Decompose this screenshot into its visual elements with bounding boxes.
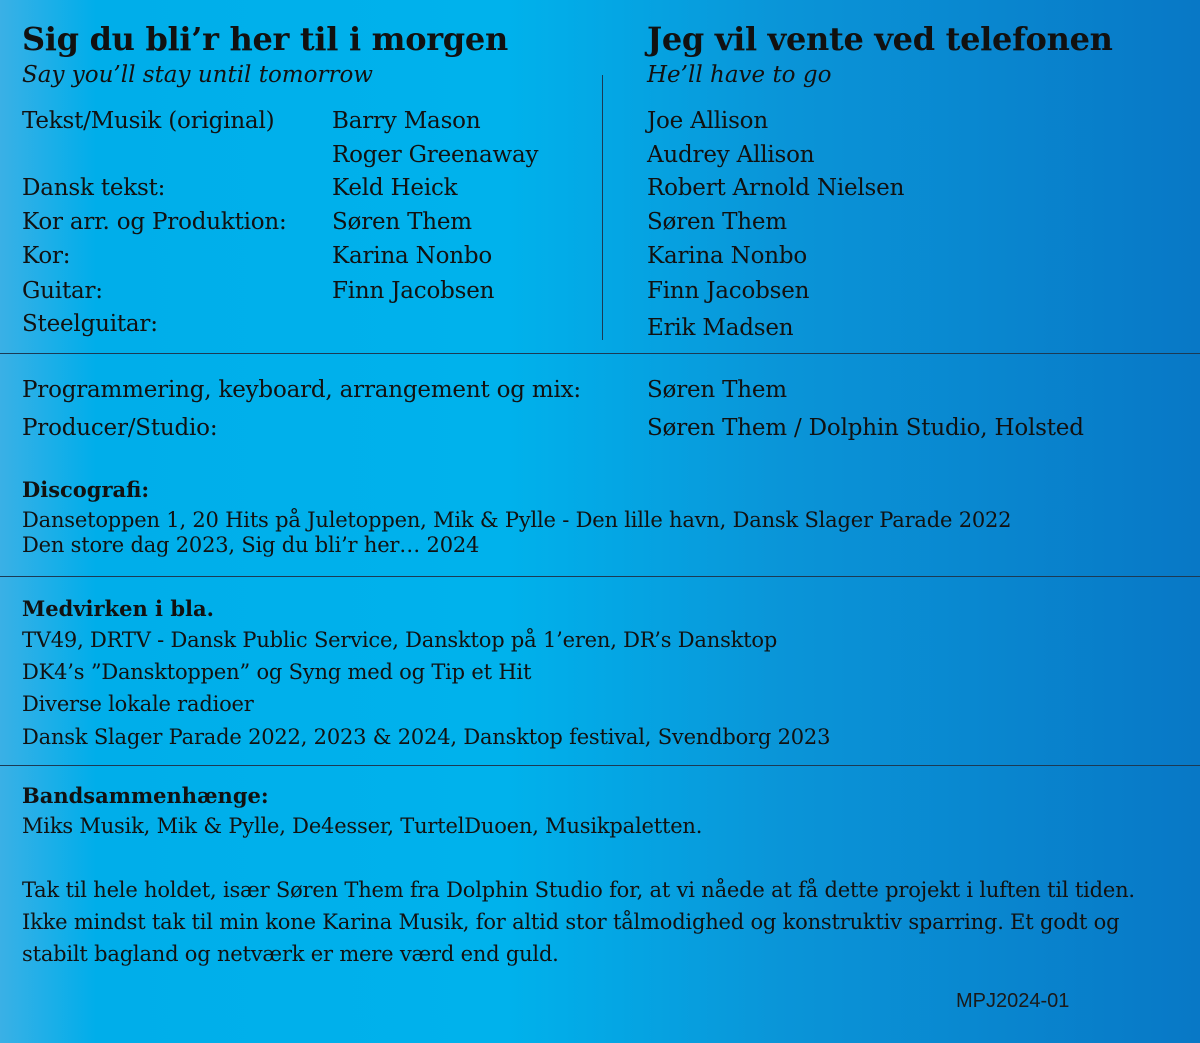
shared-credit-label: Producer/Studio: [22,415,218,441]
catalog-code: MPJ2024-01 [956,990,1070,1012]
bands-heading: Bandsammenhænge: [22,783,269,808]
right-song-title: Jeg vil vente ved telefonen [647,20,1113,58]
thanks-paragraph: Tak til hele holdet, især Søren Them fra Dolphin Studio for, at vi nåede at få dette projekt i luften til tiden. Ikke mindst tak til min kone Karina Musik, for altid stor tålmodighed og konstruktiv sparring. Et godt og stabilt bagland og netværk er mere værd end guld. [22,878,1135,966]
shared-credit-label: Programmering, keyboard, arrangement og mix: [22,377,581,403]
discografi-line: Dansetoppen 1, 20 Hits på Juletoppen, Mik & Pylle - Den lille havn, Dansk Slager Parade 2022 [22,508,1012,532]
section-divider [0,353,1200,354]
credit-label: Dansk tekst: [22,175,166,201]
shared-credit-value: Søren Them [647,377,787,403]
left-song-title: Sig du bli’r her til i morgen [22,20,508,58]
bands-text: Miks Musik, Mik & Pylle, De4esser, TurtelDuoen, Musikpaletten. [22,814,703,838]
credit-label: Steelguitar: [22,311,158,337]
right-credit-value: Karina Nonbo [647,243,808,269]
credit-value: Finn Jacobsen [332,278,495,304]
credit-label: Kor arr. og Produktion: [22,209,287,235]
credit-label: Tekst/Musik (original) [22,108,275,134]
credit-label: Kor: [22,243,71,269]
right-credit-value: Finn Jacobsen [647,278,810,304]
right-credit-value: Erik Madsen [647,315,794,341]
medvirken-line: DK4’s ”Dansktoppen” og Syng med og Tip et Hit [22,660,532,684]
right-credit-value: Robert Arnold Nielsen [647,175,905,201]
section-divider [0,576,1200,577]
medvirken-line: Dansk Slager Parade 2022, 2023 & 2024, Dansktop festival, Svendborg 2023 [22,725,831,749]
credit-value: Søren Them [332,209,472,235]
medvirken-line: Diverse lokale radioer [22,692,254,716]
credit-label: Guitar: [22,278,103,304]
medvirken-heading: Medvirken i bla. [22,596,214,621]
credit-value: Karina Nonbo [332,243,493,269]
right-credit-value: Joe Allison [647,108,768,134]
left-song-original-title: Say you’ll stay until tomorrow [22,62,373,88]
right-credit-value: Audrey Allison [647,142,815,168]
discografi-line: Den store dag 2023, Sig du bli’r her… 2024 [22,533,480,557]
section-divider [0,765,1200,766]
right-credit-value: Søren Them [647,209,787,235]
shared-credit-value: Søren Them / Dolphin Studio, Holsted [647,415,1084,441]
credit-value: Roger Greenaway [332,142,539,168]
credit-value: Keld Heick [332,175,458,201]
discografi-heading: Discografi: [22,477,150,502]
column-divider [602,75,603,340]
right-song-original-title: He’ll have to go [647,62,832,88]
medvirken-line: TV49, DRTV - Dansk Public Service, Dansktop på 1’eren, DR’s Dansktop [22,628,778,652]
credit-value: Barry Mason [332,108,481,134]
